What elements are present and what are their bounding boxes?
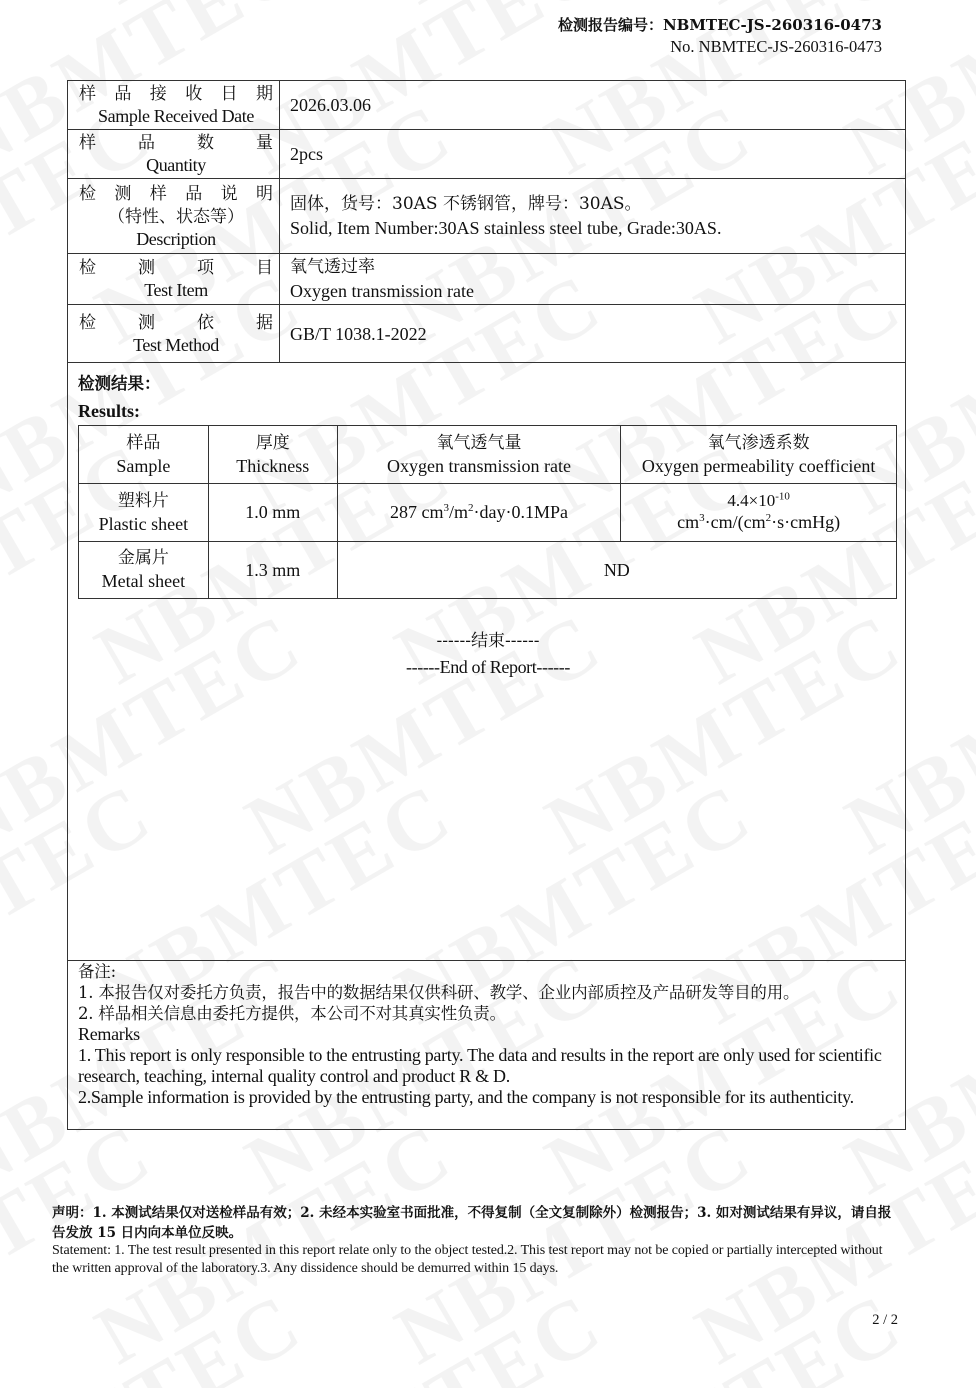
cell-merged-result: ND — [337, 542, 896, 599]
end-cn-text: ------结束------ — [436, 631, 540, 651]
table-row — [79, 484, 897, 542]
results-table — [78, 425, 897, 599]
perm-unit-sup2: 2 — [765, 512, 772, 524]
header-thickness-en: Thickness — [236, 455, 310, 476]
test-item-en: Oxygen transmission rate — [290, 281, 474, 301]
label-cn: 检测样品说明 — [79, 183, 273, 204]
description-cn: 固体，货号：30AS 不锈钢管，牌号：30AS。 — [290, 194, 642, 214]
info-row-quantity — [68, 130, 906, 179]
description-en: Solid, Item Number:30AS stainless steel tube, Grade:30AS. — [290, 218, 722, 238]
header-thickness-cn: 厚度 — [255, 432, 290, 453]
report-header — [558, 15, 882, 57]
sample-cn: 金属片 — [117, 548, 169, 568]
sample-en: Plastic sheet — [98, 513, 189, 534]
cell-sample — [79, 542, 209, 599]
remarks-cn-1: 1. 本报告仅对委托方负责，报告中的数据结果仅供科研、教学、企业内部质控及产品研发等目的用。 — [78, 983, 800, 1002]
value-quantity: 2pcs — [280, 130, 906, 179]
end-of-report-en: ------End of Report------ — [406, 657, 570, 677]
cell-otr — [337, 484, 621, 542]
remarks-en-1: 1. This report is only responsible to the entrusting party. The data and results in the report are only used for scientific research, teaching, internal quality control and product R & D. — [78, 1045, 882, 1086]
remarks-title-cn: 备注: — [78, 962, 116, 981]
label-cn: 检测项目 — [79, 258, 273, 278]
watermark-text — [0, 1274, 319, 1388]
header-permeability-en: Oxygen permeability coefficient — [641, 455, 876, 476]
sample-cn: 塑料片 — [117, 490, 169, 511]
statement-en: Statement: 1. The test result presented in this report relate only to the object tested.2. This test report may not be copied or partially intercepted without the written approval of the laboratory.3. Any dissidence should be demurred within 15 days. — [52, 1243, 883, 1276]
label-cn: 检测依据 — [79, 312, 273, 333]
label-cell — [68, 81, 280, 130]
perm-base: 4.4×10 — [727, 491, 776, 510]
cell-permeability — [621, 484, 897, 542]
remarks-en-2: 2.Sample information is provided by the entrusting party, and the company is not responsible for its authenticity. — [78, 1087, 854, 1107]
perm-unit-b: ·cm/(cm — [704, 512, 766, 532]
results-title-en: Results: — [78, 401, 140, 421]
header-otr-en: Oxygen transmission rate — [386, 455, 571, 476]
label-cell — [68, 254, 280, 305]
header-otr — [337, 426, 621, 484]
perm-unit-c: ·s·cmHg) — [771, 512, 841, 532]
watermark-text — [0, 0, 169, 24]
watermark-text — [230, 1274, 619, 1388]
perm-unit-a: cm — [677, 512, 700, 532]
label-en: Test Method — [133, 334, 219, 355]
watermark-text — [530, 1274, 919, 1388]
perm-unit — [621, 511, 896, 534]
value-received-date: 2026.03.06 — [280, 81, 906, 130]
otr-rest: ·day·0.1MPa — [473, 502, 568, 522]
label-en: Test Item — [144, 280, 208, 300]
value-description — [280, 179, 906, 254]
otr-mid: /m — [448, 502, 468, 522]
label-cell — [68, 305, 280, 363]
remarks-title-en: Remarks — [78, 1024, 140, 1044]
cell-thickness: 1.0 mm — [208, 484, 337, 542]
table-row — [79, 542, 897, 599]
header-thickness — [208, 426, 337, 484]
label-cn: 样品接收日期 — [79, 84, 273, 104]
statement-cn: 声明：1. 本测试结果仅对送检样品有效；2. 未经本实验室书面批准，不得复制（全文复制除外）检测报告；3. 如对测试结果有异议，请自报告发放 15 日内向本单位反映。 — [52, 1205, 892, 1241]
info-row-received-date — [68, 81, 906, 130]
header-otr-cn: 氧气透气量 — [436, 432, 522, 453]
otr-sup2: 2 — [467, 502, 474, 514]
label-cn: 样品数量 — [79, 133, 273, 153]
otr-value: 287 cm — [389, 502, 444, 522]
label-en: Description — [136, 228, 216, 249]
info-row-test-item — [68, 254, 906, 305]
results-header-row — [79, 426, 897, 484]
watermark-text — [80, 0, 469, 24]
header-permeability — [621, 426, 897, 484]
otr-sup1: 3 — [443, 502, 449, 514]
page-number: 2 / 2 — [872, 1312, 898, 1328]
perm-value — [621, 491, 896, 511]
header-permeability-cn: 氧气渗透系数 — [707, 432, 810, 453]
remarks-section — [78, 961, 908, 1108]
info-row-test-method — [68, 305, 906, 363]
label-cell — [68, 179, 280, 254]
sample-info-table — [67, 80, 906, 363]
cell-thickness: 1.3 mm — [208, 542, 337, 599]
value-test-method: GB/T 1038.1-2022 — [280, 305, 906, 363]
header-sample-en: Sample — [116, 455, 171, 476]
cell-sample — [79, 484, 209, 542]
value-test-item — [280, 254, 906, 305]
test-item-cn: 氧气透过率 — [290, 257, 375, 277]
header-sample — [79, 426, 209, 484]
report-number-cn: 检测报告编号：NBMTEC-JS-260316-0473 — [557, 16, 882, 34]
header-sample-cn: 样品 — [126, 432, 161, 453]
label-cell — [68, 130, 280, 179]
info-row-description — [68, 179, 906, 254]
label-en: Sample Received Date — [98, 106, 254, 126]
remarks-cn-2: 2. 样品相关信息由委托方提供，本公司不对其真实性负责。 — [78, 1004, 506, 1023]
end-of-report-cn — [0, 626, 976, 651]
report-number-en: No. NBMTEC-JS-260316-0473 — [670, 37, 882, 56]
sample-en: Metal sheet — [101, 571, 186, 591]
perm-exp: -10 — [775, 490, 790, 503]
results-title-cn: 检测结果： — [78, 374, 161, 393]
label-cn-sub: （特性、状态等） — [108, 206, 244, 227]
perm-unit-sup1: 3 — [699, 512, 705, 524]
label-en: Quantity — [146, 155, 206, 175]
watermark-text — [830, 1274, 976, 1388]
